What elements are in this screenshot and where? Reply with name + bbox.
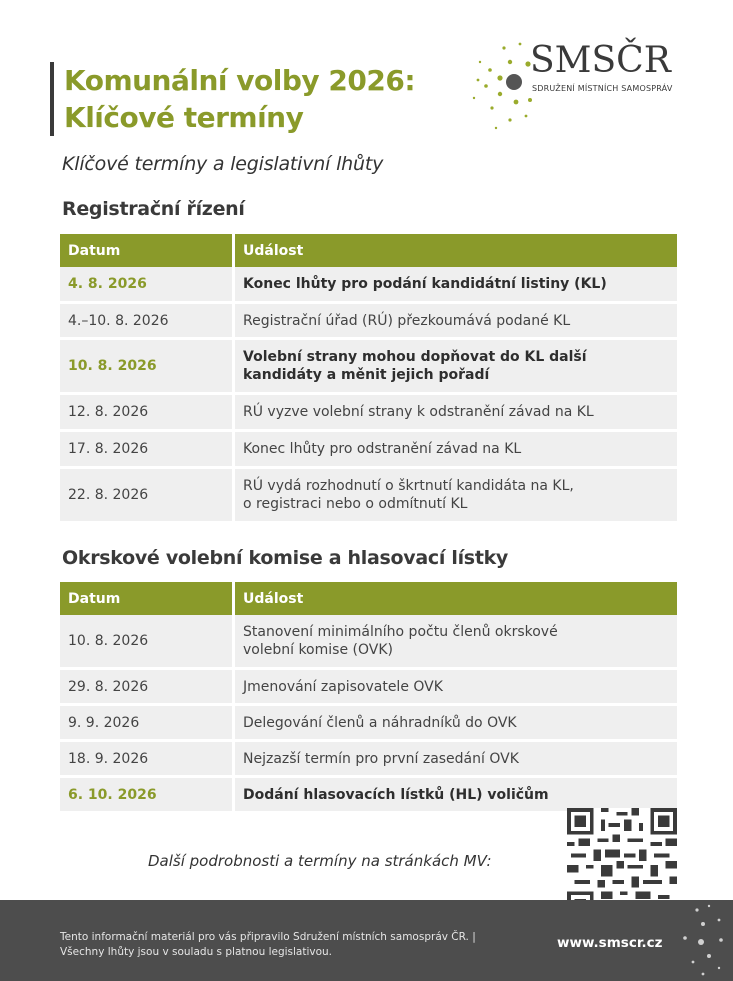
row-date: 18. 9. 2026 [60, 742, 232, 778]
footer-dots-icon [675, 900, 733, 981]
row-date: 10. 8. 2026 [60, 340, 232, 395]
table-row [60, 432, 677, 469]
row-date: 17. 8. 2026 [60, 432, 232, 469]
column-header-date: Datum [60, 582, 232, 615]
row-date: 4. 8. 2026 [60, 267, 232, 304]
row-event [232, 615, 677, 670]
row-date: 12. 8. 2026 [60, 395, 232, 432]
table-row [60, 742, 677, 778]
row-event-line-2: o registraci nebo o odmítnutí KL [243, 496, 468, 512]
row-date: 4.–10. 8. 2026 [60, 304, 232, 340]
page-title-line-2: Klíčové termíny [64, 101, 304, 134]
logo-text: SMSČR [530, 40, 671, 81]
row-event-line-1: Jmenování zapisovatele OVK [243, 678, 443, 695]
section-title-commissions: Okrskové volební komise a hlasovací lístky [62, 547, 509, 569]
footer-text-line-1: Tento informační materiál pro vás připravilo Sdružení místních samospráv ČR. | [60, 931, 476, 943]
table-header-row [60, 234, 677, 267]
row-event [232, 469, 677, 524]
row-date: 29. 8. 2026 [60, 670, 232, 706]
column-header-event: Událost [232, 582, 677, 615]
footer-url-link[interactable]: www.smscr.cz [557, 935, 663, 951]
footer-text [60, 930, 476, 960]
footer-text-line-2: Všechny lhůty jsou v souladu s platnou legislativou. [60, 946, 333, 958]
row-event [232, 267, 677, 304]
row-event-line-1: RÚ vyzve volební strany k odstranění závad na KL [243, 404, 594, 420]
row-event [232, 304, 677, 340]
table-row [60, 615, 677, 670]
row-event-line-1: Nejzazší termín pro první zasedání OVK [243, 750, 519, 767]
table-row [60, 304, 677, 340]
page-title-line-1: Komunální volby 2026: [64, 64, 416, 97]
table-header-row [60, 582, 677, 615]
row-event-line-1: Volební strany mohou dopňovat do KL další [243, 349, 587, 365]
commissions-table [60, 582, 677, 814]
logo-subtext: SDRUŽENÍ MÍSTNÍCH SAMOSPRÁV [532, 84, 673, 93]
table-row [60, 267, 677, 304]
page-subtitle: Klíčové termíny a legislativní lhůty [62, 153, 384, 175]
table-row [60, 670, 677, 706]
row-event-line-1: Stanovení minimálního počtu členů okrskové [243, 624, 558, 640]
row-date: 9. 9. 2026 [60, 706, 232, 742]
row-event-line-2: volební komise (OVK) [243, 642, 393, 658]
row-date: 22. 8. 2026 [60, 469, 232, 524]
table-row [60, 395, 677, 432]
table-row [60, 706, 677, 742]
row-event [232, 395, 677, 432]
section-title-registration: Registrační řízení [62, 198, 245, 220]
row-event-line-1: Konec lhůty pro odstranění závad na KL [243, 441, 522, 457]
row-event-line-1: RÚ vydá rozhodnutí o škrtnutí kandidáta na KL, [243, 478, 574, 494]
column-header-event: Událost [232, 234, 677, 267]
row-event [232, 706, 677, 742]
row-event-line-1: Registrační úřad (RÚ) přezkoumává podané KL [243, 312, 571, 329]
table-row [60, 340, 677, 395]
row-date: 6. 10. 2026 [60, 778, 232, 814]
row-event-line-1: Delegování členů a náhradníků do OVK [243, 714, 517, 731]
more-info-text: Další podrobnosti a termíny na stránkách MV: [148, 852, 492, 870]
row-event-line-1: Dodání hlasovacích lístků (HL) voličům [243, 786, 549, 803]
row-date: 10. 8. 2026 [60, 615, 232, 670]
row-event [232, 670, 677, 706]
row-event [232, 432, 677, 469]
row-event-line-2: kandidáty a měnit jejich pořadí [243, 367, 490, 383]
row-event-line-1: Konec lhůty pro podání kandidátní listiny (KL) [243, 276, 607, 292]
title-block [50, 62, 415, 136]
column-header-date: Datum [60, 234, 232, 267]
row-event [232, 340, 677, 395]
table-row [60, 469, 677, 524]
smscr-logo [470, 22, 690, 142]
registration-table [60, 234, 677, 524]
row-event [232, 742, 677, 778]
